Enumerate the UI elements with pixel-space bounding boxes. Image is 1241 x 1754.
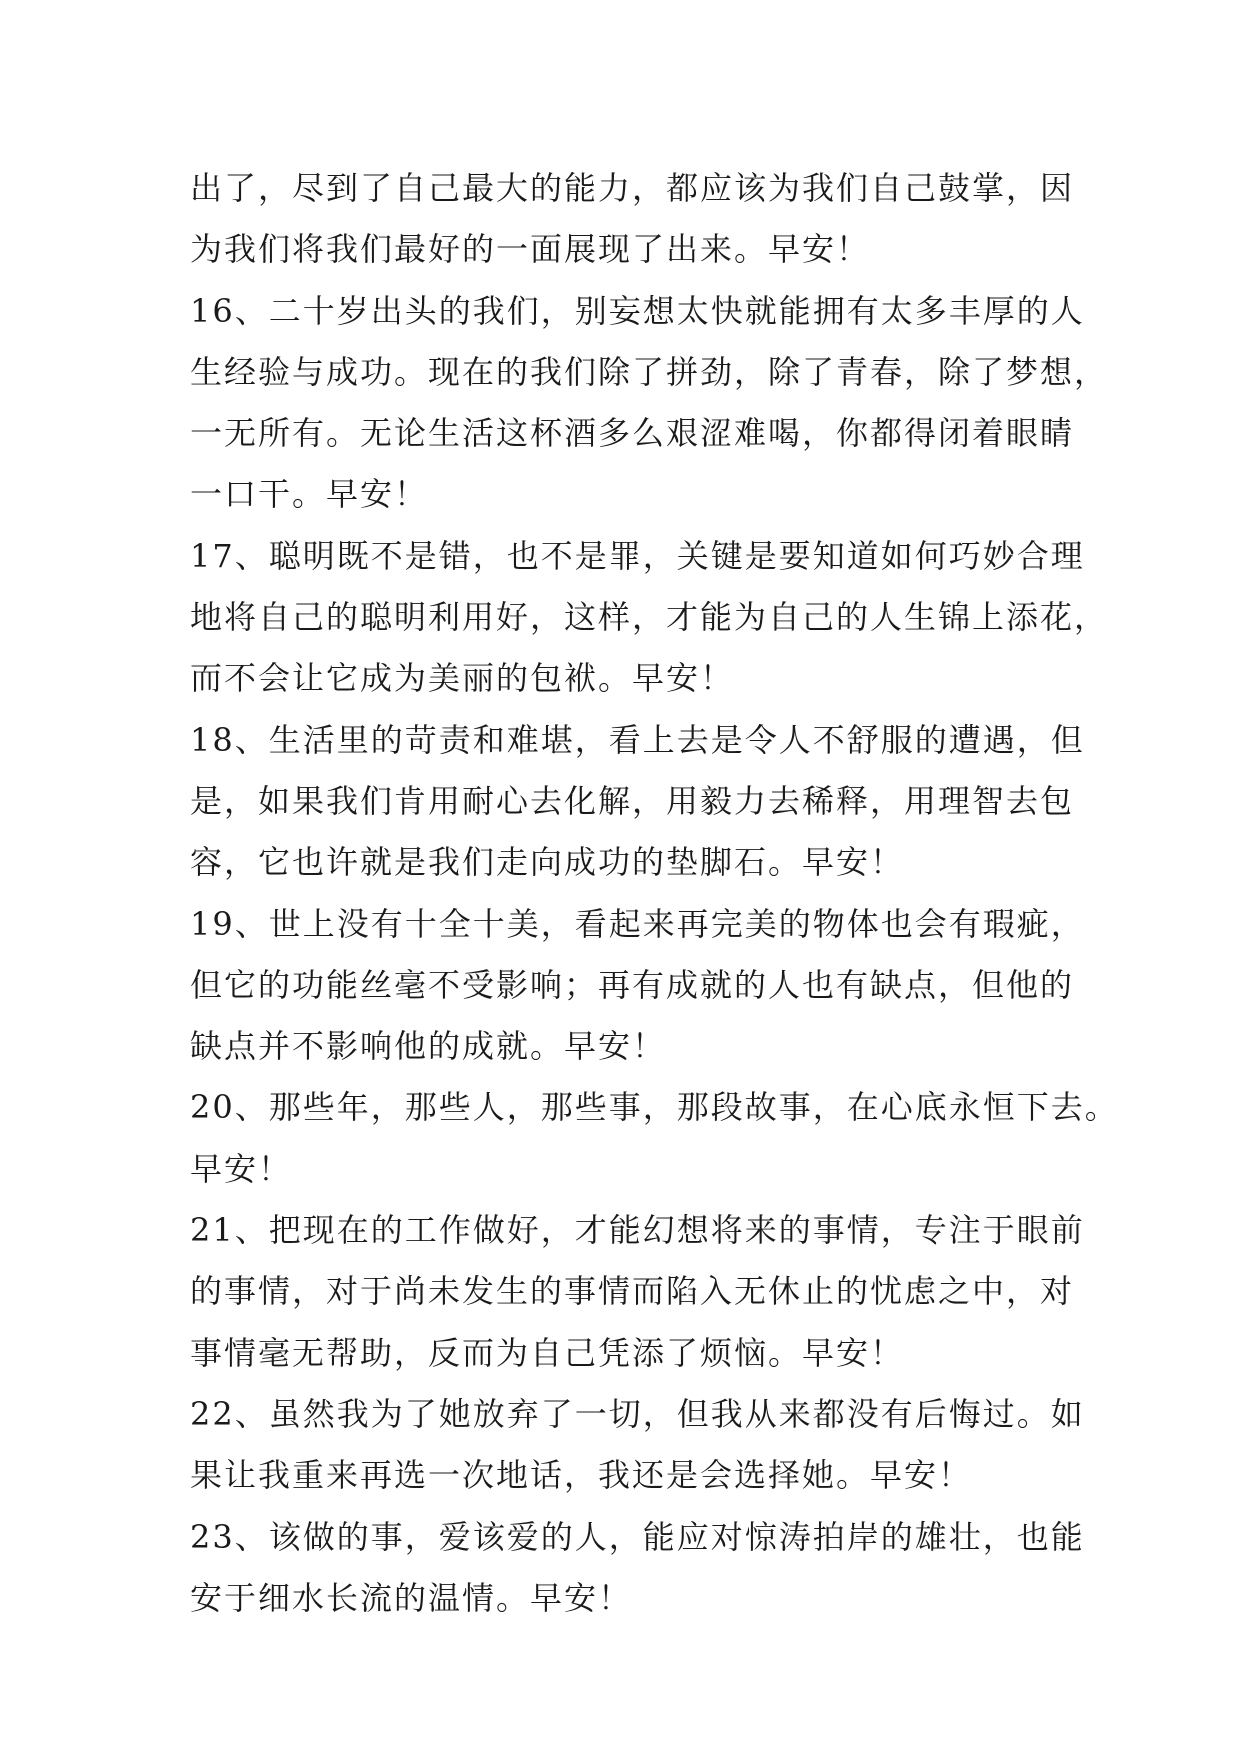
text-line: 21、把现在的工作做好，才能幻想将来的事情，专注于眼前 — [190, 1211, 1085, 1250]
text-line: 但它的功能丝毫不受影响；再有成就的人也有缺点，但他的 — [190, 965, 1075, 1004]
text-line: 容，它也许就是我们走向成功的垫脚石。早安！ — [190, 843, 905, 882]
text-line: 一口干。早安！ — [190, 475, 429, 514]
text-line: 16、二十岁出头的我们，别妄想太快就能拥有太多丰厚的人 — [190, 291, 1085, 330]
text-line: 为我们将我们最好的一面展现了出来。早安！ — [190, 230, 871, 269]
text-line: 地将自己的聪明利用好，这样，才能为自己的人生锦上添花， — [190, 598, 1109, 637]
text-line: 17、聪明既不是错，也不是罪，关键是要知道如何巧妙合理 — [190, 536, 1085, 575]
text-line: 20、那些年，那些人，那些事，那段故事，在心底永恒下去。 — [190, 1088, 1119, 1127]
text-line: 的事情，对于尚未发生的事情而陷入无休止的忧虑之中，对 — [190, 1272, 1075, 1311]
text-line: 23、该做的事，爱该爱的人，能应对惊涛拍岸的雄壮，也能 — [190, 1517, 1085, 1556]
text-line: 早安！ — [190, 1149, 293, 1188]
body-text — [190, 158, 1119, 1629]
text-line: 22、虽然我为了她放弃了一切，但我从来都没有后悔过。如 — [190, 1394, 1085, 1433]
text-line: 出了，尽到了自己最大的能力，都应该为我们自己鼓掌，因 — [190, 169, 1075, 207]
text-line: 缺点并不影响他的成就。早安！ — [190, 1027, 667, 1066]
text-line: 事情毫无帮助，反而为自己凭添了烦恼。早安！ — [190, 1333, 905, 1372]
text-line: 是，如果我们肯用耐心去化解，用毅力去稀释，用理智去包 — [190, 781, 1075, 820]
text-line: 18、生活里的苛责和难堪，看上去是令人不舒服的遭遇，但 — [190, 720, 1085, 759]
text-line: 安于细水长流的温情。早安！ — [190, 1578, 633, 1617]
text-line: 生经验与成功。现在的我们除了拼劲，除了青春，除了梦想， — [190, 352, 1109, 391]
text-line: 19、世上没有十全十美，看起来再完美的物体也会有瑕疵， — [190, 904, 1085, 943]
text-line: 一无所有。无论生活这杯酒多么艰涩难喝，你都得闭着眼睛 — [190, 414, 1075, 453]
text-line: 果让我重来再选一次地话，我还是会选择她。早安！ — [190, 1456, 973, 1495]
text-line: 而不会让它成为美丽的包袱。早安！ — [190, 659, 735, 698]
